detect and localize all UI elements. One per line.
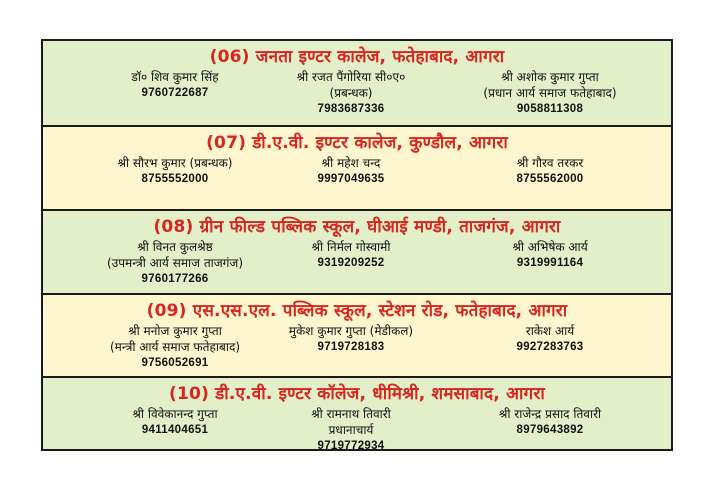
contact-name: श्री सौरभ कुमार (प्रबन्धक) bbox=[117, 156, 233, 170]
contact-card bbox=[256, 323, 446, 355]
contact-role: (मन्त्री आर्य समाज फतेहाबाद) bbox=[109, 340, 241, 354]
contact-phone: 9411404651 bbox=[141, 424, 209, 436]
contact-name: श्री गौरव तरकर bbox=[516, 156, 584, 170]
contact-role: (प्रधान आर्य समाज फतेहाबाद) bbox=[483, 86, 617, 100]
contact-card bbox=[256, 69, 446, 117]
section-title: (06) जनता इण्टर कालेज, फतेहाबाद, आगरा bbox=[209, 47, 505, 67]
contact-name: श्री विनत कुलश्रेष्ठ bbox=[137, 240, 213, 254]
contact-phone: 9058811308 bbox=[516, 103, 584, 115]
contact-phone: 8979643892 bbox=[516, 424, 584, 436]
contact-phone: 9719728183 bbox=[317, 341, 385, 353]
contact-phone: 7983687336 bbox=[317, 103, 385, 115]
section-07 bbox=[43, 127, 671, 211]
section-10 bbox=[43, 378, 671, 452]
contact-phone: 9997049635 bbox=[317, 173, 385, 185]
contact-card bbox=[455, 406, 645, 438]
contact-phone: 9760177266 bbox=[141, 273, 209, 285]
section-title: (08) ग्रीन फील्ड पब्लिक स्कूल, घीआई मण्डी, ताजगंज, आगरा bbox=[153, 217, 561, 237]
contact-card bbox=[455, 323, 645, 355]
contact-card bbox=[80, 239, 270, 287]
contact-card bbox=[455, 69, 645, 117]
contact-phone: 9319991164 bbox=[516, 257, 584, 269]
contact-role: प्रधानाचार्य bbox=[328, 423, 374, 437]
contact-card bbox=[80, 406, 270, 438]
contact-name: श्री मनोज कुमार गुप्ता bbox=[128, 324, 222, 338]
contact-card bbox=[455, 239, 645, 271]
contact-phone: 9719772934 bbox=[317, 440, 385, 452]
contact-phone: 9927283763 bbox=[516, 341, 584, 353]
contact-name: श्री विवेकानन्द गुप्ता bbox=[132, 407, 218, 421]
section-06 bbox=[43, 41, 671, 127]
contact-name: श्री अशोक कुमार गुप्ता bbox=[501, 70, 599, 84]
contact-role: (प्रबन्धक) bbox=[329, 86, 373, 100]
contact-name: श्री महेश चन्द bbox=[321, 156, 381, 170]
contact-name: राकेश आर्य bbox=[525, 324, 575, 338]
contact-name: श्री अभिषेक आर्य bbox=[512, 240, 588, 254]
contact-name: श्री राजेन्द्र प्रसाद तिवारी bbox=[498, 407, 602, 421]
contact-name: डॉ० शिव कुमार सिंह bbox=[131, 70, 219, 84]
contact-card bbox=[80, 323, 270, 371]
contact-name: श्री निर्मल गोस्वामी bbox=[311, 240, 391, 254]
contact-phone: 8755562000 bbox=[516, 173, 584, 185]
contact-phone: 8755552000 bbox=[141, 173, 209, 185]
contact-name: श्री रामनाथ तिवारी bbox=[311, 407, 391, 421]
contact-card bbox=[256, 155, 446, 187]
contact-card bbox=[80, 155, 270, 187]
contact-card bbox=[80, 69, 270, 101]
contact-card bbox=[455, 155, 645, 187]
contact-card bbox=[256, 406, 446, 454]
section-title: (10) डी.ए.वी. इण्टर कॉलेज, धीमिश्री, शमसाबाद, आगरा bbox=[169, 384, 545, 404]
contact-phone: 9756052691 bbox=[141, 357, 209, 369]
section-title: (09) एस.एस.एल. पब्लिक स्कूल, स्टेशन रोड, फतेहाबाद, आगरा bbox=[146, 301, 568, 321]
contact-board bbox=[41, 39, 673, 451]
contact-name: मुकेश कुमार गुप्ता (मेडीकल) bbox=[288, 324, 414, 338]
contact-phone: 9319209252 bbox=[317, 257, 385, 269]
contact-card bbox=[256, 239, 446, 271]
section-09 bbox=[43, 295, 671, 378]
section-08 bbox=[43, 211, 671, 295]
contact-name: श्री रजत पैंगोरिया सी०ए० bbox=[296, 70, 406, 84]
section-title: (07) डी.ए.वी. इण्टर कालेज, कुण्डौल, आगरा bbox=[206, 133, 508, 153]
contact-role: (उपमन्त्री आर्य समाज ताजगंज) bbox=[106, 256, 244, 270]
contact-phone: 9760722687 bbox=[141, 87, 209, 99]
